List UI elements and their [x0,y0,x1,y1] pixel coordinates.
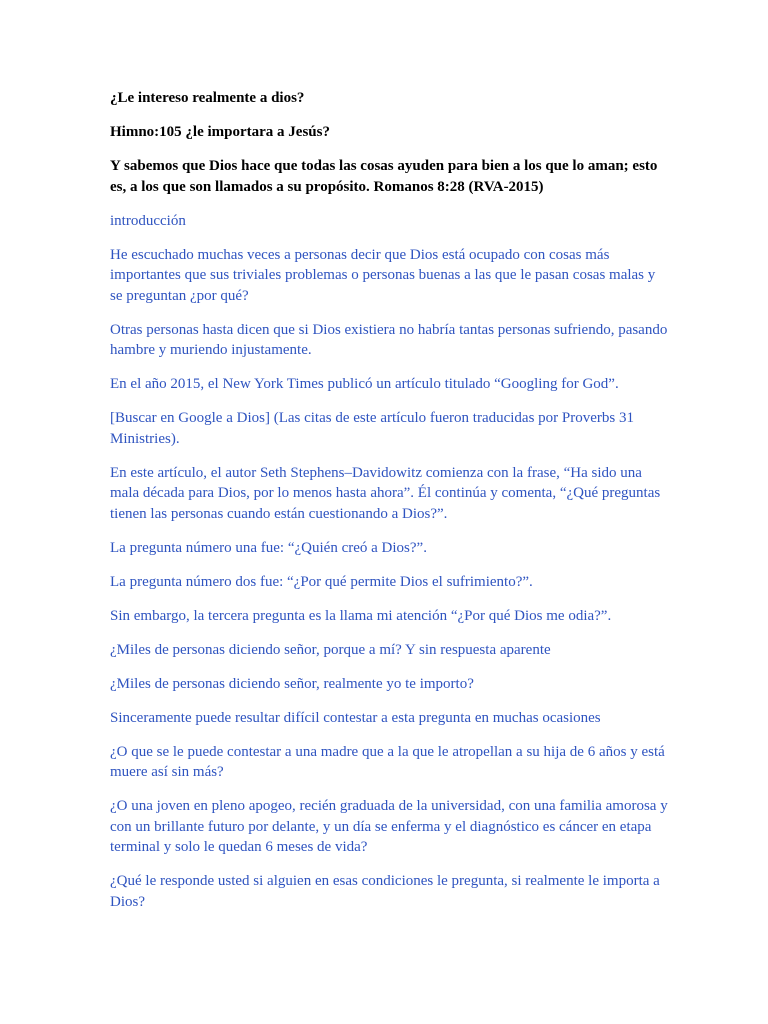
paragraph: Otras personas hasta dicen que si Dios existiera no habría tantas personas sufriendo, pasando hambre y muriendo injustamente. [110,321,668,358]
bible-verse: Y sabemos que Dios hace que todas las cosas ayuden para bien a los que lo aman; esto es, a los que son llamados a su propósito. Romanos 8:28 (RVA-2015) [110,158,658,195]
paragraph: Sinceramente puede resultar difícil contestar a esta pregunta en muchas ocasiones [110,709,601,726]
paragraph: Sin embargo, la tercera pregunta es la llama mi atención “¿Por qué Dios me odia?”. [110,607,612,624]
hymn-reference: Himno:105 ¿le importara a Jesús? [110,124,330,140]
document-title: ¿Le intereso realmente a dios? [110,90,305,106]
document-page [110,88,670,926]
paragraph: ¿O que se le puede contestar a una madre que a la que le atropellan a su hija de 6 años y está muere así sin más? [110,743,665,780]
paragraph: ¿Qué le responde usted si alguien en esas condiciones le pregunta, si realmente le importa a Dios? [110,873,660,910]
paragraph: La pregunta número dos fue: “¿Por qué permite Dios el sufrimiento?”. [110,573,533,590]
paragraph: En este artículo, el autor Seth Stephens–Davidowitz comienza con la frase, “Ha sido una mala década para Dios, por lo menos hasta ahora”. Él continúa y comenta, “¿Qué preguntas tienen las personas cuando están cuestionando a Dios?”. [110,464,661,522]
paragraph: [Buscar en Google a Dios] (Las citas de este artículo fueron traducidas por Proverbs 31 Ministries). [110,410,634,447]
paragraph: En el año 2015, el New York Times publicó un artículo titulado “Googling for God”. [110,376,619,392]
paragraph: ¿Miles de personas diciendo señor, realmente yo te importo? [110,675,474,692]
paragraph: He escuchado muchas veces a personas decir que Dios está ocupado con cosas más importantes que sus triviales problemas o personas buenas a las que le pasan cosas malas y se preguntan ¿por qué? [110,246,656,304]
paragraph: ¿O una joven en pleno apogeo, recién graduada de la universidad, con una familia amorosa y con un brillante futuro por delante, y un día se enferma y el diagnóstico es cáncer en etapa terminal y solo le quedan 6 meses de vida? [110,798,668,855]
paragraph: ¿Miles de personas diciendo señor, porque a mí? Y sin respuesta aparente [110,641,551,658]
paragraph-intro: introducción [110,212,186,229]
paragraph: La pregunta número una fue: “¿Quién creó a Dios?”. [110,539,427,556]
